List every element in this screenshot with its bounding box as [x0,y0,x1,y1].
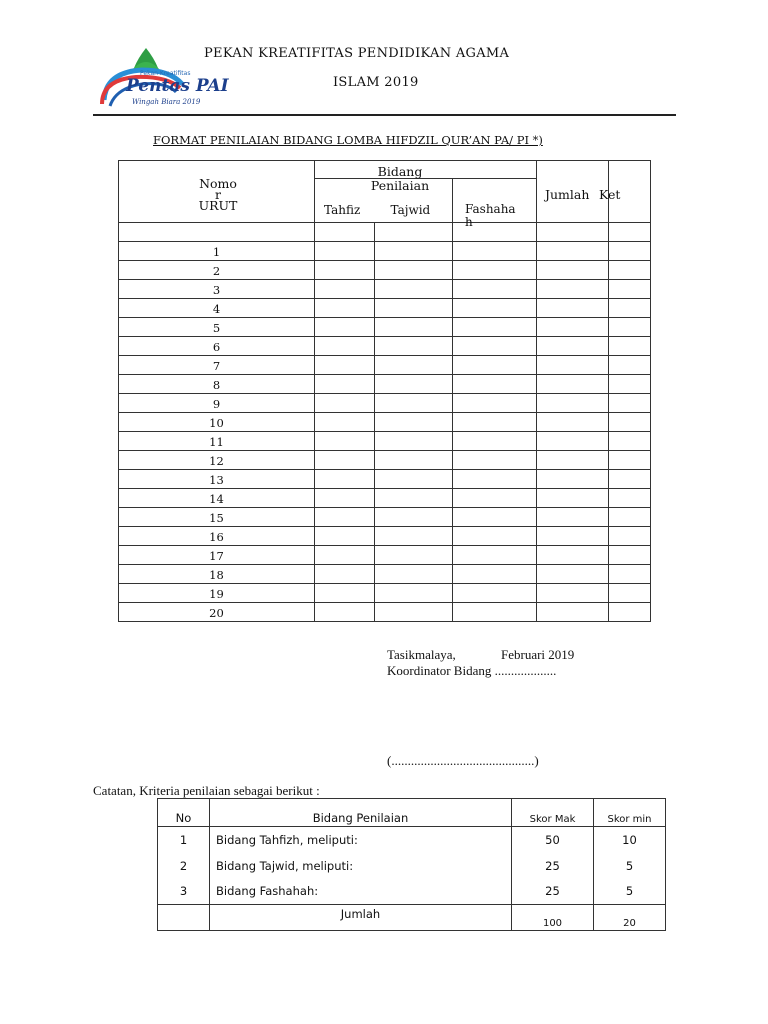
row-number: 18 [209,568,224,582]
table-row [119,318,651,337]
criteria-header-bidang: Bidang Penilaian [210,799,512,827]
header-line-2: ISLAM 2019 [333,75,419,90]
criteria-table [157,798,666,931]
criteria-no: 3 [158,879,210,905]
row-number: 6 [212,340,221,354]
criteria-max: 25 [512,853,594,879]
table-row [119,451,651,470]
logo-text: Pentas PAI [126,76,229,96]
table-row [119,603,651,622]
row-number: 1 [212,245,221,259]
criteria-bidang: Bidang Tajwid, meliputi: [210,853,512,879]
header-tajwid: Tajwid [390,203,431,217]
event-logo [96,44,229,112]
row-number: 11 [209,435,224,449]
criteria-header-max: Skor Mak [512,799,594,827]
row-number: 15 [209,511,224,525]
criteria-max: 25 [512,879,594,905]
row-number: 12 [209,454,224,468]
table-row [119,242,651,261]
table-row [119,432,651,451]
header-ket-cell [599,161,651,223]
signature-role: Koordinator Bidang ................... [387,663,557,678]
row-number: 19 [209,587,224,601]
criteria-min: 5 [594,853,666,879]
table-row [119,394,651,413]
table-row [119,508,651,527]
row-number: 14 [209,492,224,506]
table-row [119,280,651,299]
row-number: 16 [209,530,224,544]
header-tahfiz: Tahfiz [324,203,361,217]
criteria-header-no: No [158,799,210,827]
row-number: 2 [212,264,221,278]
table-row [119,337,651,356]
table-row [119,375,651,394]
criteria-body [158,827,666,905]
criteria-no: 2 [158,853,210,879]
header-fashahah-cell [453,179,537,229]
header-bidang-cell [315,161,537,193]
logo-subtext: Wingah Biara 2019 [132,98,201,106]
header-fashahah: Fashaha h [465,202,516,229]
row-number: 13 [209,473,224,487]
header-jumlah: Jumlah [545,187,590,202]
row-number: 3 [212,283,221,297]
row-number: 20 [209,606,224,620]
table-row [119,356,651,375]
signature-place: Tasikmalaya, [387,647,456,662]
table-row [119,565,651,584]
row-number: 17 [209,549,224,563]
table-row [119,223,651,242]
criteria-total-min: 20 [594,905,666,931]
header-nomor-cell [119,161,315,223]
criteria-max: 50 [512,827,594,853]
criteria-bidang: Bidang Tahfizh, meliputi: [210,827,512,853]
criteria-row [158,879,666,905]
criteria-total-max: 100 [512,905,594,931]
signature-date: Februari 2019 [501,647,575,662]
header-ket: Ket [599,187,621,202]
table-row [119,470,651,489]
scoring-table [118,160,651,622]
table-row [119,584,651,603]
table-row [119,489,651,508]
row-number: 8 [212,378,221,392]
table-body [119,242,651,622]
signature-name-line: (............................................) [387,753,539,768]
header-line-1: PEKAN KREATIFITAS PENDIDIKAN AGAMA [204,46,510,61]
header-nomor: Nomo r URUT [198,176,238,213]
row-number: 7 [212,359,221,373]
criteria-bidang: Bidang Fashahah: [210,879,512,905]
notes-title: Catatan, Kriteria penilaian sebagai berikut : [93,783,320,798]
table-row [119,261,651,280]
row-number: 5 [212,321,221,335]
table-row [119,413,651,432]
header-jumlah-cell [537,161,609,223]
form-subtitle: FORMAT PENILAIAN BIDANG LOMBA HIFDZIL QUR’AN PA/ PI *) [153,133,543,147]
criteria-total-label: Jumlah [210,905,512,931]
table-row [119,546,651,565]
header-bidang: Bidang Penilaian [370,164,430,193]
table-row [119,527,651,546]
row-number: 9 [212,397,221,411]
row-number: 10 [209,416,224,430]
criteria-row [158,827,666,853]
logo-top-text: Pekan Kreatifitas [140,70,191,77]
table-row [119,299,651,318]
criteria-min: 5 [594,879,666,905]
criteria-no: 1 [158,827,210,853]
row-number: 4 [212,302,221,316]
criteria-min: 10 [594,827,666,853]
header-divider [93,114,676,116]
criteria-row [158,853,666,879]
criteria-header-min: Skor min [594,799,666,827]
